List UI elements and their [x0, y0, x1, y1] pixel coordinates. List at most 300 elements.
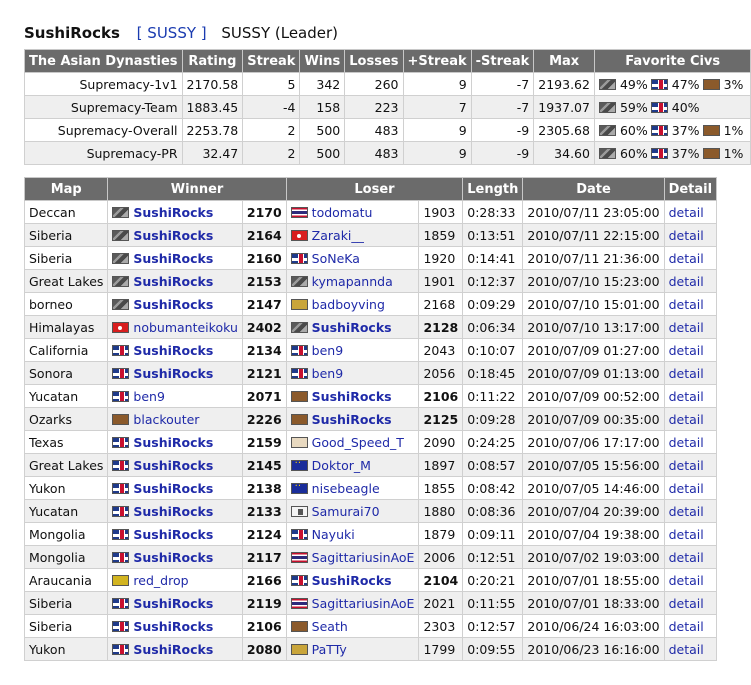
loser-cell	[286, 293, 419, 316]
winner-link[interactable]: SushiRocks	[133, 618, 214, 634]
winner-cell	[108, 247, 242, 270]
brown-civ-icon	[112, 414, 129, 425]
loser-rating-cell: 2303	[419, 615, 463, 638]
loser-link[interactable]: SushiRocks	[311, 411, 392, 427]
winner-cell	[108, 201, 242, 224]
gold-civ-icon	[291, 644, 308, 655]
winner-cell	[108, 477, 242, 500]
match-row	[25, 592, 717, 615]
winner-link[interactable]: SushiRocks	[133, 480, 214, 496]
winner-rating-cell: 2124	[242, 523, 286, 546]
wins-cell: 500	[300, 142, 345, 165]
winner-rating-cell: 2160	[242, 247, 286, 270]
loser-link[interactable]: PaTTy	[311, 641, 347, 657]
winner-rating-cell: 2080	[242, 638, 286, 661]
british-flag-icon	[112, 621, 129, 632]
detail-link[interactable]: detail	[668, 250, 704, 266]
plus-streak-cell: 9	[403, 142, 471, 165]
date-cell: 2010/07/06 17:17:00	[523, 431, 664, 454]
ratings-row	[25, 73, 751, 96]
date-cell: 2010/07/09 00:35:00	[523, 408, 664, 431]
ratings-col-header: Rating	[182, 50, 243, 73]
winner-rating-cell: 2119	[242, 592, 286, 615]
loser-cell	[286, 431, 419, 454]
british-flag-icon	[651, 79, 668, 90]
match-row	[25, 500, 717, 523]
detail-link[interactable]: detail	[668, 549, 704, 565]
map-cell: Sonora	[25, 362, 108, 385]
detail-cell	[664, 270, 717, 293]
ratings-col-header: Streak	[243, 50, 300, 73]
match-row	[25, 477, 717, 500]
british-flag-icon	[112, 368, 129, 379]
loser-rating-cell: 2128	[419, 316, 463, 339]
losses-cell: 483	[345, 142, 403, 165]
match-row	[25, 316, 717, 339]
civ-percent: 3%	[723, 76, 744, 92]
matches-col-header: Detail	[664, 178, 717, 201]
length-cell: 0:11:55	[463, 592, 523, 615]
detail-link[interactable]: detail	[668, 641, 704, 657]
detail-cell	[664, 201, 717, 224]
loser-link[interactable]: SushiRocks	[311, 572, 392, 588]
detail-cell	[664, 362, 717, 385]
winner-link[interactable]: SushiRocks	[133, 595, 214, 611]
map-cell: Siberia	[25, 247, 108, 270]
winner-cell	[108, 293, 242, 316]
detail-link[interactable]: detail	[668, 572, 704, 588]
match-row	[25, 201, 717, 224]
british-flag-icon	[112, 345, 129, 356]
loser-cell	[286, 638, 419, 661]
length-cell: 0:14:41	[463, 247, 523, 270]
winner-rating-cell: 2402	[242, 316, 286, 339]
player-header	[24, 24, 338, 42]
detail-link[interactable]: detail	[668, 618, 704, 634]
detail-link[interactable]: detail	[668, 204, 704, 220]
detail-cell	[664, 385, 717, 408]
winner-rating-cell: 2145	[242, 454, 286, 477]
loser-rating-cell: 2168	[419, 293, 463, 316]
mongol-flag-icon	[599, 102, 616, 113]
detail-link[interactable]: detail	[668, 457, 704, 473]
loser-link[interactable]: kymapannda	[311, 273, 393, 289]
mongol-flag-icon	[599, 125, 616, 136]
length-cell: 0:24:25	[463, 431, 523, 454]
favorite-civs-cell	[594, 142, 750, 165]
detail-cell	[664, 454, 717, 477]
match-row	[25, 523, 717, 546]
loser-rating-cell: 1897	[419, 454, 463, 477]
length-cell: 0:09:55	[463, 638, 523, 661]
winner-rating-cell: 2147	[242, 293, 286, 316]
winner-rating-cell: 2106	[242, 615, 286, 638]
detail-link[interactable]: detail	[668, 526, 704, 542]
plus-streak-cell: 9	[403, 119, 471, 142]
map-cell: Texas	[25, 431, 108, 454]
loser-rating-cell: 2006	[419, 546, 463, 569]
length-cell: 0:18:45	[463, 362, 523, 385]
matches-table	[24, 177, 717, 661]
winner-link[interactable]: SushiRocks	[133, 434, 214, 450]
loser-cell	[286, 408, 419, 431]
detail-link[interactable]: detail	[668, 503, 704, 519]
date-cell: 2010/07/04 20:39:00	[523, 500, 664, 523]
mongol-flag-icon	[291, 322, 308, 333]
british-flag-icon	[291, 575, 308, 586]
turkish-flag-icon	[291, 230, 308, 241]
loser-rating-cell: 2021	[419, 592, 463, 615]
winner-rating-cell: 2166	[242, 569, 286, 592]
detail-cell	[664, 569, 717, 592]
map-cell: Araucania	[25, 569, 108, 592]
wins-cell: 342	[300, 73, 345, 96]
civ-percent: 47%	[671, 76, 700, 92]
map-cell: Yucatan	[25, 500, 108, 523]
winner-cell	[108, 523, 242, 546]
length-cell: 0:10:07	[463, 339, 523, 362]
loser-link[interactable]: Seath	[311, 618, 348, 634]
rating-cell: 32.47	[182, 142, 243, 165]
winner-cell	[108, 224, 242, 247]
loser-link[interactable]: Samurai70	[311, 503, 380, 519]
length-cell: 0:20:21	[463, 569, 523, 592]
minus-streak-cell: -7	[471, 96, 534, 119]
detail-cell	[664, 477, 717, 500]
max-rating-cell: 2305.68	[534, 119, 595, 142]
loser-link[interactable]: SushiRocks	[311, 319, 392, 335]
date-cell: 2010/07/05 14:46:00	[523, 477, 664, 500]
date-cell: 2010/07/01 18:33:00	[523, 592, 664, 615]
minus-streak-cell: -9	[471, 119, 534, 142]
map-cell: California	[25, 339, 108, 362]
detail-link[interactable]: detail	[668, 296, 704, 312]
detail-cell	[664, 247, 717, 270]
detail-link[interactable]: detail	[668, 434, 704, 450]
loser-rating-cell: 1855	[419, 477, 463, 500]
loser-rating-cell: 1859	[419, 224, 463, 247]
loser-link[interactable]: SagittariusinAoE	[311, 549, 415, 565]
loser-rating-cell: 1901	[419, 270, 463, 293]
winner-link[interactable]: SushiRocks	[133, 296, 214, 312]
plus-streak-cell: 9	[403, 73, 471, 96]
winner-link[interactable]: SushiRocks	[133, 365, 214, 381]
losses-cell: 260	[345, 73, 403, 96]
mongol-flag-icon	[599, 79, 616, 90]
winner-cell	[108, 569, 242, 592]
winner-link[interactable]: SushiRocks	[133, 457, 214, 473]
winner-rating-cell: 2138	[242, 477, 286, 500]
winner-rating-cell: 2133	[242, 500, 286, 523]
detail-link[interactable]: detail	[668, 365, 704, 381]
matches-header-row	[25, 178, 717, 201]
winner-rating-cell: 2071	[242, 385, 286, 408]
date-cell: 2010/07/05 15:56:00	[523, 454, 664, 477]
winner-cell	[108, 454, 242, 477]
brown-civ-icon	[291, 414, 308, 425]
loser-link[interactable]: Nayuki	[311, 526, 355, 542]
winner-link[interactable]: SushiRocks	[133, 549, 214, 565]
loser-link[interactable]: badboyving	[311, 296, 385, 312]
detail-link[interactable]: detail	[668, 273, 704, 289]
match-row	[25, 270, 717, 293]
winner-rating-cell: 2164	[242, 224, 286, 247]
winner-cell	[108, 408, 242, 431]
matches-col-header: Date	[523, 178, 664, 201]
max-rating-cell: 2193.62	[534, 73, 595, 96]
loser-cell	[286, 385, 419, 408]
british-flag-icon	[112, 506, 129, 517]
brown-civ-icon	[703, 79, 720, 90]
length-cell: 0:28:33	[463, 201, 523, 224]
detail-link[interactable]: detail	[668, 388, 704, 404]
loser-cell	[286, 362, 419, 385]
map-cell: Yukon	[25, 477, 108, 500]
winner-link[interactable]: SushiRocks	[133, 342, 214, 358]
eagle-civ-icon	[291, 506, 308, 517]
beige-civ-icon	[291, 437, 308, 448]
mongol-flag-icon	[599, 148, 616, 159]
length-cell: 0:12:37	[463, 270, 523, 293]
ratings-col-header: Losses	[345, 50, 403, 73]
clan-label: SUSSY (Leader)	[221, 24, 339, 42]
winner-link[interactable]: SushiRocks	[133, 273, 214, 289]
ratings-col-header: Wins	[300, 50, 345, 73]
detail-cell	[664, 615, 717, 638]
british-flag-icon	[112, 483, 129, 494]
map-cell: Siberia	[25, 592, 108, 615]
plus-streak-cell: 7	[403, 96, 471, 119]
ratings-table	[24, 49, 751, 165]
losses-cell: 223	[345, 96, 403, 119]
civ-percent: 60%	[619, 122, 648, 138]
french-flag-icon	[291, 483, 308, 494]
date-cell: 2010/07/09 01:13:00	[523, 362, 664, 385]
detail-link[interactable]: detail	[668, 595, 704, 611]
winner-rating-cell: 2121	[242, 362, 286, 385]
date-cell: 2010/07/02 19:03:00	[523, 546, 664, 569]
detail-link[interactable]: detail	[668, 342, 704, 358]
match-row	[25, 431, 717, 454]
detail-cell	[664, 546, 717, 569]
length-cell: 0:12:57	[463, 615, 523, 638]
detail-link[interactable]: detail	[668, 411, 704, 427]
mongol-flag-icon	[112, 299, 129, 310]
mode-cell: Supremacy-Team	[25, 96, 183, 119]
civ-percent: 60%	[619, 145, 648, 161]
ratings-col-header: -Streak	[471, 50, 534, 73]
british-flag-icon	[291, 253, 308, 264]
mongol-flag-icon	[112, 253, 129, 264]
loser-link[interactable]: Zaraki__	[311, 227, 364, 243]
loser-rating-cell: 2056	[419, 362, 463, 385]
loser-cell	[286, 247, 419, 270]
loser-cell	[286, 454, 419, 477]
detail-link[interactable]: detail	[668, 227, 704, 243]
loser-link[interactable]: Good_Speed_T	[311, 434, 404, 450]
thai-flag-icon	[291, 598, 308, 609]
map-cell: Himalayas	[25, 316, 108, 339]
detail-link[interactable]: detail	[668, 319, 704, 335]
date-cell: 2010/07/09 01:27:00	[523, 339, 664, 362]
length-cell: 0:08:42	[463, 477, 523, 500]
match-row	[25, 408, 717, 431]
matches-col-header: Length	[463, 178, 523, 201]
loser-link[interactable]: ben9	[311, 342, 344, 358]
map-cell: Ozarks	[25, 408, 108, 431]
date-cell: 2010/07/09 00:52:00	[523, 385, 664, 408]
detail-cell	[664, 339, 717, 362]
brown-civ-icon	[703, 125, 720, 136]
loser-rating-cell: 2104	[419, 569, 463, 592]
winner-link[interactable]: SushiRocks	[133, 227, 214, 243]
rating-cell: 1883.45	[182, 96, 243, 119]
map-cell: Mongolia	[25, 546, 108, 569]
thai-flag-icon	[291, 552, 308, 563]
winner-cell	[108, 362, 242, 385]
map-cell: Deccan	[25, 201, 108, 224]
map-cell: Yukon	[25, 638, 108, 661]
ratings-col-header: +Streak	[403, 50, 471, 73]
winner-link[interactable]: red_drop	[133, 572, 189, 588]
civ-percent: 49%	[619, 76, 648, 92]
mongol-flag-icon	[112, 276, 129, 287]
date-cell: 2010/07/10 15:01:00	[523, 293, 664, 316]
loser-cell	[286, 523, 419, 546]
loser-link[interactable]: SoNeKa	[311, 250, 360, 266]
detail-cell	[664, 431, 717, 454]
winner-link[interactable]: SushiRocks	[133, 250, 214, 266]
loser-rating-cell: 2090	[419, 431, 463, 454]
loser-link[interactable]: ben9	[311, 365, 344, 381]
winner-cell	[108, 638, 242, 661]
turkish-flag-icon	[112, 322, 129, 333]
british-flag-icon	[112, 460, 129, 471]
date-cell: 2010/07/10 13:17:00	[523, 316, 664, 339]
date-cell: 2010/06/24 16:03:00	[523, 615, 664, 638]
loser-rating-cell: 1880	[419, 500, 463, 523]
british-flag-icon	[651, 125, 668, 136]
british-flag-icon	[291, 368, 308, 379]
civ-percent: 59%	[619, 99, 648, 115]
loser-cell	[286, 224, 419, 247]
british-flag-icon	[291, 345, 308, 356]
winner-link[interactable]: nobumanteikoku	[133, 319, 238, 335]
map-cell: Siberia	[25, 615, 108, 638]
matches-col-header: Map	[25, 178, 108, 201]
detail-cell	[664, 523, 717, 546]
detail-cell	[664, 408, 717, 431]
loser-rating-cell: 2043	[419, 339, 463, 362]
detail-cell	[664, 638, 717, 661]
map-cell: Great Lakes	[25, 270, 108, 293]
match-row	[25, 569, 717, 592]
winner-link[interactable]: ben9	[133, 388, 165, 404]
winner-cell	[108, 339, 242, 362]
map-cell: Siberia	[25, 224, 108, 247]
minus-streak-cell: -9	[471, 142, 534, 165]
loser-link[interactable]: SagittariusinAoE	[311, 595, 415, 611]
loser-link[interactable]: todomatu	[311, 204, 373, 220]
winner-link[interactable]: SushiRocks	[133, 526, 214, 542]
match-row	[25, 638, 717, 661]
streak-cell: 5	[243, 73, 300, 96]
loser-link[interactable]: Doktor_M	[311, 457, 371, 473]
favorite-civs-cell	[594, 73, 750, 96]
civ-percent: 1%	[723, 145, 744, 161]
loser-link[interactable]: nisebeagle	[311, 480, 380, 496]
length-cell: 0:12:51	[463, 546, 523, 569]
map-cell: Mongolia	[25, 523, 108, 546]
date-cell: 2010/06/23 16:16:00	[523, 638, 664, 661]
winner-rating-cell: 2159	[242, 431, 286, 454]
winner-link[interactable]: SushiRocks	[133, 641, 214, 657]
civ-percent: 40%	[671, 99, 700, 115]
rating-cell: 2253.78	[182, 119, 243, 142]
winner-cell	[108, 592, 242, 615]
date-cell: 2010/07/01 18:55:00	[523, 569, 664, 592]
yellow-civ-icon	[112, 575, 129, 586]
winner-link[interactable]: blackouter	[133, 411, 200, 427]
civ-percent: 1%	[723, 122, 744, 138]
date-cell: 2010/07/04 19:38:00	[523, 523, 664, 546]
ratings-header-row	[25, 50, 751, 73]
mongol-flag-icon	[112, 230, 129, 241]
streak-cell: 2	[243, 119, 300, 142]
match-row	[25, 293, 717, 316]
match-row	[25, 546, 717, 569]
british-flag-icon	[112, 552, 129, 563]
favorite-civs-cell	[594, 96, 750, 119]
british-flag-icon	[112, 644, 129, 655]
wins-cell: 500	[300, 119, 345, 142]
british-flag-icon	[112, 598, 129, 609]
winner-cell	[108, 316, 242, 339]
loser-rating-cell: 1920	[419, 247, 463, 270]
loser-link[interactable]: SushiRocks	[311, 388, 392, 404]
detail-cell	[664, 316, 717, 339]
minus-streak-cell: -7	[471, 73, 534, 96]
loser-cell	[286, 316, 419, 339]
ratings-col-header: Max	[534, 50, 595, 73]
gold-civ-icon	[291, 299, 308, 310]
match-row	[25, 224, 717, 247]
winner-cell	[108, 546, 242, 569]
winner-rating-cell: 2117	[242, 546, 286, 569]
winner-rating-cell: 2170	[242, 201, 286, 224]
match-row	[25, 615, 717, 638]
date-cell: 2010/07/11 23:05:00	[523, 201, 664, 224]
loser-cell	[286, 270, 419, 293]
streak-cell: 2	[243, 142, 300, 165]
match-row	[25, 247, 717, 270]
detail-cell	[664, 500, 717, 523]
clan-link[interactable]: [ SUSSY ]	[136, 24, 207, 42]
british-flag-icon	[112, 529, 129, 540]
winner-link[interactable]: SushiRocks	[133, 503, 214, 519]
thai-flag-icon	[291, 207, 308, 218]
british-flag-icon	[651, 148, 668, 159]
british-flag-icon	[291, 529, 308, 540]
rating-cell: 2170.58	[182, 73, 243, 96]
detail-cell	[664, 592, 717, 615]
detail-cell	[664, 224, 717, 247]
match-row	[25, 362, 717, 385]
winner-link[interactable]: SushiRocks	[133, 204, 214, 220]
length-cell: 0:11:22	[463, 385, 523, 408]
ratings-row	[25, 119, 751, 142]
detail-link[interactable]: detail	[668, 480, 704, 496]
